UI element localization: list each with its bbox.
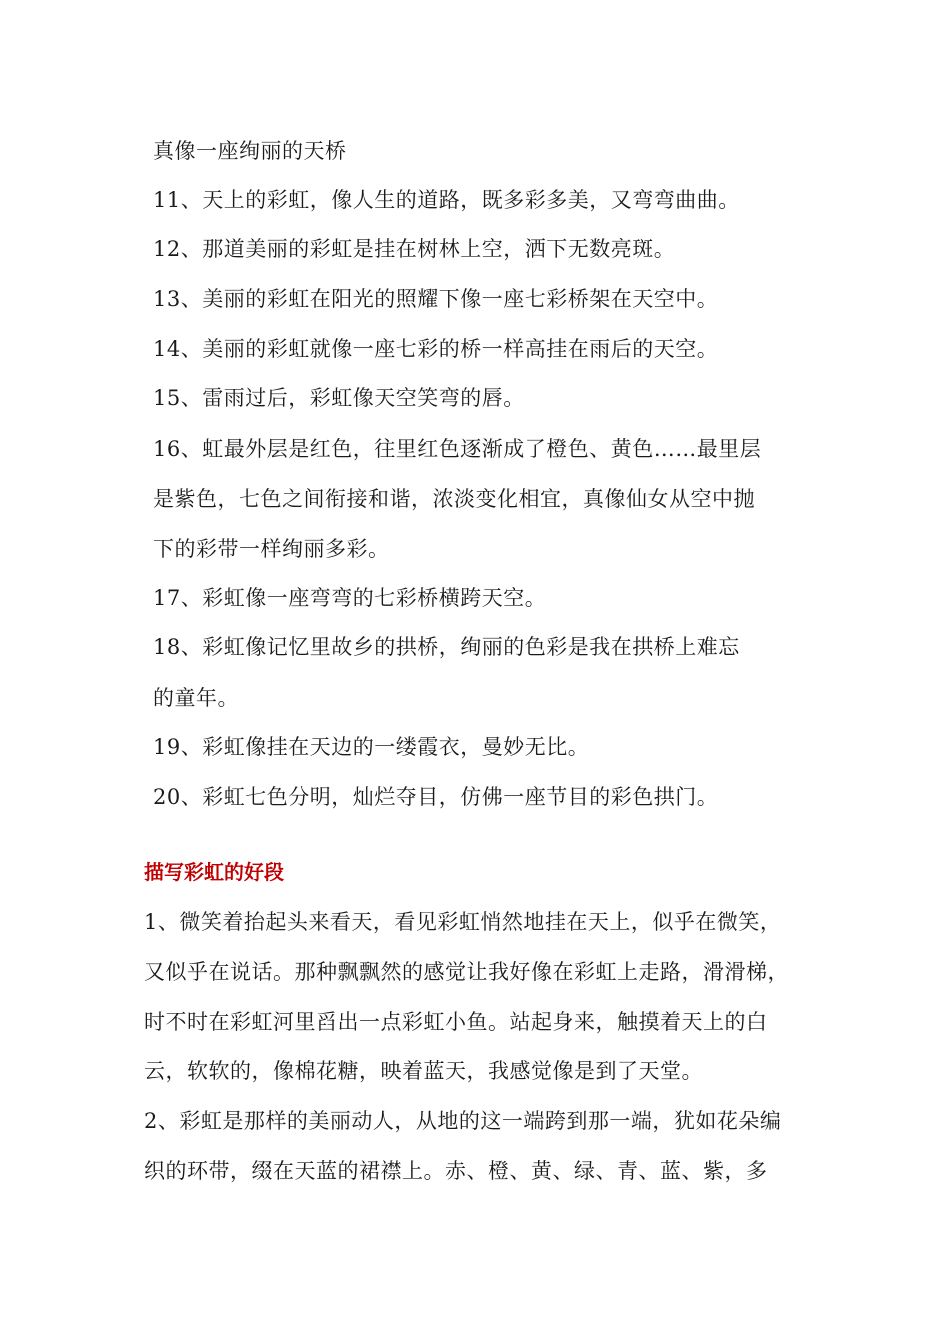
list-line: 14、美丽的彩虹就像一座七彩的桥一样高挂在雨后的天空。	[153, 337, 719, 361]
list-line: 是紫色，七色之间衔接和谐，浓淡变化相宜，真像仙女从空中抛	[153, 487, 755, 511]
paragraph-line: 织的环带，缀在天蓝的裙襟上。赤、橙、黄、绿、青、蓝、紫，多	[144, 1159, 768, 1183]
list-line: 19、彩虹像挂在天边的一缕霞衣，曼妙无比。	[153, 735, 590, 759]
list-line: 17、彩虹像一座弯弯的七彩桥横跨天空。	[153, 586, 547, 610]
section-heading: 描写彩虹的好段	[144, 860, 284, 884]
paragraph-line: 1、微笑着抬起头来看天，看见彩虹悄然地挂在天上，似乎在微笑，	[144, 910, 782, 934]
list-line: 12、那道美丽的彩虹是挂在树林上空，洒下无数亮斑。	[153, 237, 676, 261]
paragraph-line: 2、彩虹是那样的美丽动人，从地的这一端跨到那一端，犹如花朵编	[144, 1109, 782, 1133]
list-line: 15、雷雨过后，彩虹像天空笑弯的唇。	[153, 386, 525, 410]
paragraph-line: 云，软软的，像棉花糖，映着蓝天，我感觉像是到了天堂。	[144, 1059, 703, 1083]
list-line: 11、天上的彩虹，像人生的道路，既多彩多美，又弯弯曲曲。	[153, 188, 740, 212]
paragraph-line: 时不时在彩虹河里舀出一点彩虹小鱼。站起身来，触摸着天上的白	[144, 1010, 768, 1034]
paragraph-line: 又似乎在说话。那种飘飘然的感觉让我好像在彩虹上走路，滑滑梯，	[144, 960, 789, 984]
list-line: 13、美丽的彩虹在阳光的照耀下像一座七彩桥架在天空中。	[153, 287, 719, 311]
list-line: 16、虹最外层是红色，往里红色逐渐成了橙色、黄色……最里层	[153, 437, 762, 461]
list-line: 下的彩带一样绚丽多彩。	[153, 537, 390, 561]
list-line: 20、彩虹七色分明，灿烂夺目，仿佛一座节目的彩色拱门。	[153, 785, 719, 809]
list-line: 真像一座绚丽的天桥	[153, 139, 347, 163]
list-line: 的童年。	[153, 686, 239, 710]
list-line: 18、彩虹像记忆里故乡的拱桥，绚丽的色彩是我在拱桥上难忘	[153, 635, 740, 659]
